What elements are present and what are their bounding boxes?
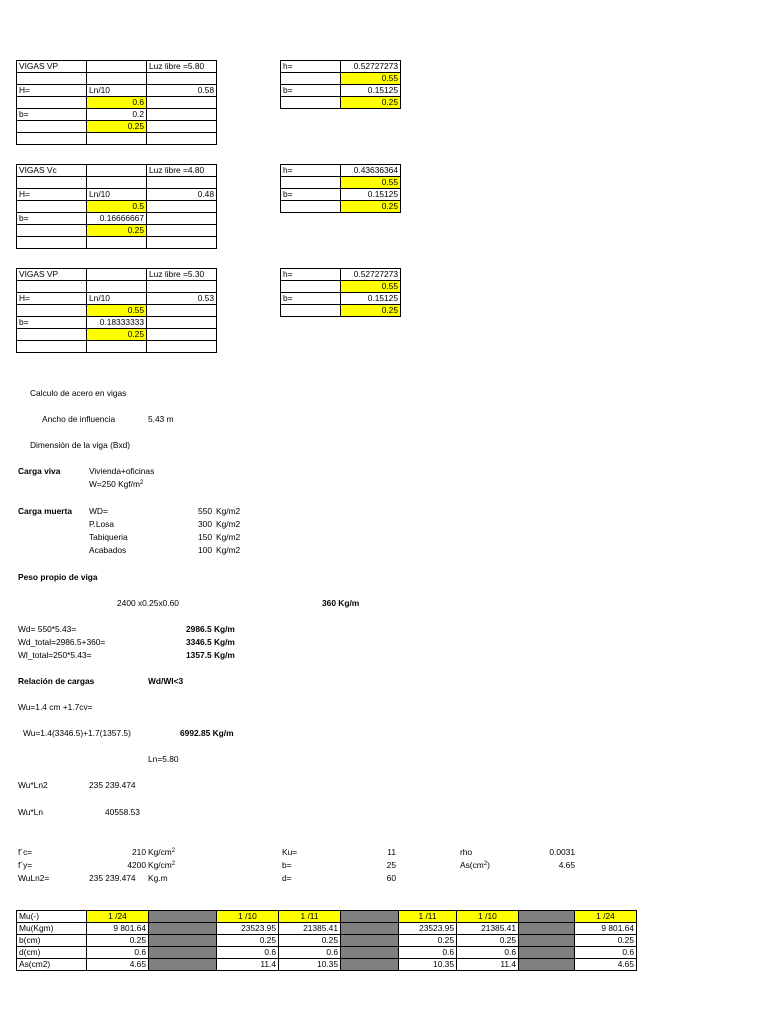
value-cell: 9 801.64: [575, 923, 637, 935]
carga-muerta-label: Carga muerta: [18, 506, 72, 516]
cm-value: 550: [198, 506, 212, 516]
ku-value: 11: [387, 847, 396, 857]
wu-expression: Wu=1.4(3346.5)+1.7(1357.5): [23, 728, 131, 738]
table-row: [17, 911, 637, 923]
h-value: 0.53: [147, 293, 217, 305]
wuln2-param-label: WuLn2=: [18, 873, 50, 883]
peso-value: 360 Kg/m: [322, 598, 360, 608]
h-rounded: 0.55: [341, 73, 401, 85]
relacion-value: Wd/Wl<3: [148, 676, 184, 686]
value-cell: 21385.41: [279, 923, 341, 935]
ln-formula: Ln/10: [87, 85, 147, 97]
carga-viva-label: Carga viva: [18, 466, 61, 476]
coef-cell: 1 /10: [217, 911, 279, 923]
b-rounded: 0.25: [341, 305, 401, 317]
beam-title: VIGAS VP: [17, 61, 87, 73]
b-value: 0.15125: [341, 293, 401, 305]
b-rounded: 0.25: [87, 329, 147, 341]
ln-value: Ln=5.80: [148, 754, 179, 764]
cm-unit: Kg/m2: [216, 506, 241, 516]
b-value: 0.15125: [341, 85, 401, 97]
value-cell: 0.6: [279, 947, 341, 959]
table-row: [17, 947, 637, 959]
value-cell: 0.6: [575, 947, 637, 959]
beam-table-3: [16, 268, 217, 353]
h-label: H=: [17, 85, 87, 97]
cm-unit: Kg/m2: [216, 532, 241, 542]
cm-value: 150: [198, 532, 212, 542]
wuln2-value: 235 239.474: [89, 780, 136, 790]
b-label: b=: [17, 109, 87, 121]
ancho-label: Ancho de influencia: [42, 414, 116, 424]
luz-libre: Luz libre =5.80: [147, 61, 217, 73]
d-param-label: d=: [282, 873, 292, 883]
wuln2-label: Wu*Ln2: [18, 780, 48, 790]
cm-value: 100: [198, 545, 212, 555]
value-cell: 0.6: [399, 947, 457, 959]
value-cell: 0.6: [87, 947, 149, 959]
row-label: Mu(-): [17, 911, 87, 923]
h-label: H=: [17, 293, 87, 305]
coef-cell: 1 /11: [279, 911, 341, 923]
beam-table-2: [16, 164, 217, 249]
side-table-1: [280, 60, 401, 109]
b-label: b=: [281, 189, 341, 201]
h-value: 0.52727273: [341, 269, 401, 281]
value-cell: 0.6: [457, 947, 519, 959]
ln-formula: Ln/10: [87, 293, 147, 305]
wuln-label: Wu*Ln: [18, 807, 43, 817]
value-cell: 0.25: [279, 935, 341, 947]
h-rounded: 0.5: [87, 201, 147, 213]
cm-label: P.Losa: [89, 519, 114, 529]
value-cell: 4.65: [87, 959, 149, 971]
row-label: As(cm2): [17, 959, 87, 971]
fy-value: 4200: [127, 860, 146, 870]
cv-description: Vivienda+oficinas: [89, 466, 155, 476]
table-row: [17, 959, 637, 971]
ln-formula: Ln/10: [87, 189, 147, 201]
cm-value: 300: [198, 519, 212, 529]
h-rounded: 0.55: [341, 281, 401, 293]
wu-value: 6992.85 Kg/m: [180, 728, 234, 738]
h-rounded: 0.6: [87, 97, 147, 109]
h-label: h=: [281, 165, 341, 177]
h-value: 0.52727273: [341, 61, 401, 73]
cm-unit: Kg/m2: [216, 545, 241, 555]
cv-load: W=250 Kgf/$m^2$: [89, 479, 144, 489]
b-value: 0.15125: [341, 189, 401, 201]
b-param-label: b=: [282, 860, 292, 870]
h-label: H=: [17, 189, 87, 201]
beam-title: VIGAS VP: [17, 269, 87, 281]
moment-table: [16, 910, 637, 971]
value-cell: 10.35: [279, 959, 341, 971]
b-label: b=: [281, 85, 341, 97]
b-value: 0.2: [87, 109, 147, 121]
h-rounded: 0.55: [87, 305, 147, 317]
wd-value: 2986.5 Kg/m: [186, 624, 235, 634]
fc-label: f´c=: [18, 847, 33, 857]
cm-label: Acabados: [89, 545, 127, 555]
b-label: b=: [17, 213, 87, 225]
wd-total-label: Wd_total=2986.5+360=: [18, 637, 106, 647]
b-value: 0.16666667: [87, 213, 147, 225]
beam-title: VIGAS Vc: [17, 165, 87, 177]
h-rounded: 0.55: [341, 177, 401, 189]
fc-unit: $Kg/cm^2$: [148, 847, 176, 857]
value-cell: 0.25: [575, 935, 637, 947]
side-table-2: [280, 164, 401, 213]
row-label: b(cm): [17, 935, 87, 947]
b-label: b=: [17, 317, 87, 329]
as-value: 4.65: [558, 860, 575, 870]
cm-label: Tabiqueria: [89, 532, 128, 542]
value-cell: 0.25: [87, 935, 149, 947]
b-param-value: 25: [386, 860, 396, 870]
row-label: Mu(Kgm): [17, 923, 87, 935]
wuln-value: 40558.53: [105, 807, 140, 817]
value-cell: 21385.41: [457, 923, 519, 935]
value-cell: 9 801.64: [87, 923, 149, 935]
value-cell: 11.4: [457, 959, 519, 971]
wl-total-label: Wl_total=250*5.43=: [18, 650, 92, 660]
b-rounded: 0.25: [341, 201, 401, 213]
fc-value: 210: [132, 847, 146, 857]
wu-formula: Wu=1.4 cm +1.7cv=: [18, 702, 93, 712]
b-rounded: 0.25: [87, 121, 147, 133]
h-label: h=: [281, 61, 341, 73]
h-label: h=: [281, 269, 341, 281]
table-row: [17, 923, 637, 935]
fy-label: f´y=: [18, 860, 33, 870]
b-rounded: 0.25: [87, 225, 147, 237]
fy-unit: $Kg/cm^2$: [148, 860, 176, 870]
table-row: [17, 935, 637, 947]
peso-expression: 2400 x0.25x0.60: [117, 598, 179, 608]
b-value: 0.18333333: [87, 317, 147, 329]
relacion-label: Relación de cargas: [18, 676, 95, 686]
rho-value: 0.0031: [549, 847, 575, 857]
luz-libre: Luz libre =4.80: [147, 165, 217, 177]
value-cell: 23523.95: [399, 923, 457, 935]
dimension-label: Dimensión de la viga (Bxd): [30, 440, 131, 450]
cm-label: WD=: [89, 506, 108, 516]
value-cell: 0.25: [217, 935, 279, 947]
h-value: 0.58: [147, 85, 217, 97]
wd-total-value: 3346.5 Kg/m: [186, 637, 235, 647]
wl-total-value: 1357.5 Kg/m: [186, 650, 235, 660]
b-rounded: 0.25: [341, 97, 401, 109]
peso-propio-label: Peso propio de viga: [18, 572, 98, 582]
h-value: 0.48: [147, 189, 217, 201]
wd-label: Wd= 550*5.43=: [18, 624, 77, 634]
value-cell: 4.65: [575, 959, 637, 971]
as-label: $As(cm^2)$: [460, 860, 490, 870]
calc-title: Calculo de acero en vigas: [30, 388, 127, 398]
wuln2-param-value: 235 239.474: [89, 873, 136, 883]
value-cell: 0.25: [399, 935, 457, 947]
side-table-3: [280, 268, 401, 317]
cm-unit: Kg/m2: [216, 519, 241, 529]
coef-cell: 1 /24: [575, 911, 637, 923]
h-value: 0.43636364: [341, 165, 401, 177]
row-label: d(cm): [17, 947, 87, 959]
ku-label: Ku=: [282, 847, 298, 857]
value-cell: 10.35: [399, 959, 457, 971]
coef-cell: 1 /11: [399, 911, 457, 923]
rho-label: rho: [460, 847, 473, 857]
d-param-value: 60: [386, 873, 396, 883]
value-cell: 11.4: [217, 959, 279, 971]
coef-cell: 1 /24: [87, 911, 149, 923]
ancho-value: 5.43 m: [148, 414, 174, 424]
luz-libre: Luz libre =5.30: [147, 269, 217, 281]
wuln2-param-unit: Kg.m: [148, 873, 168, 883]
value-cell: 0.25: [457, 935, 519, 947]
value-cell: 23523.95: [217, 923, 279, 935]
value-cell: 0.6: [217, 947, 279, 959]
b-label: b=: [281, 293, 341, 305]
coef-cell: 1 /10: [457, 911, 519, 923]
beam-table-1: [16, 60, 217, 145]
